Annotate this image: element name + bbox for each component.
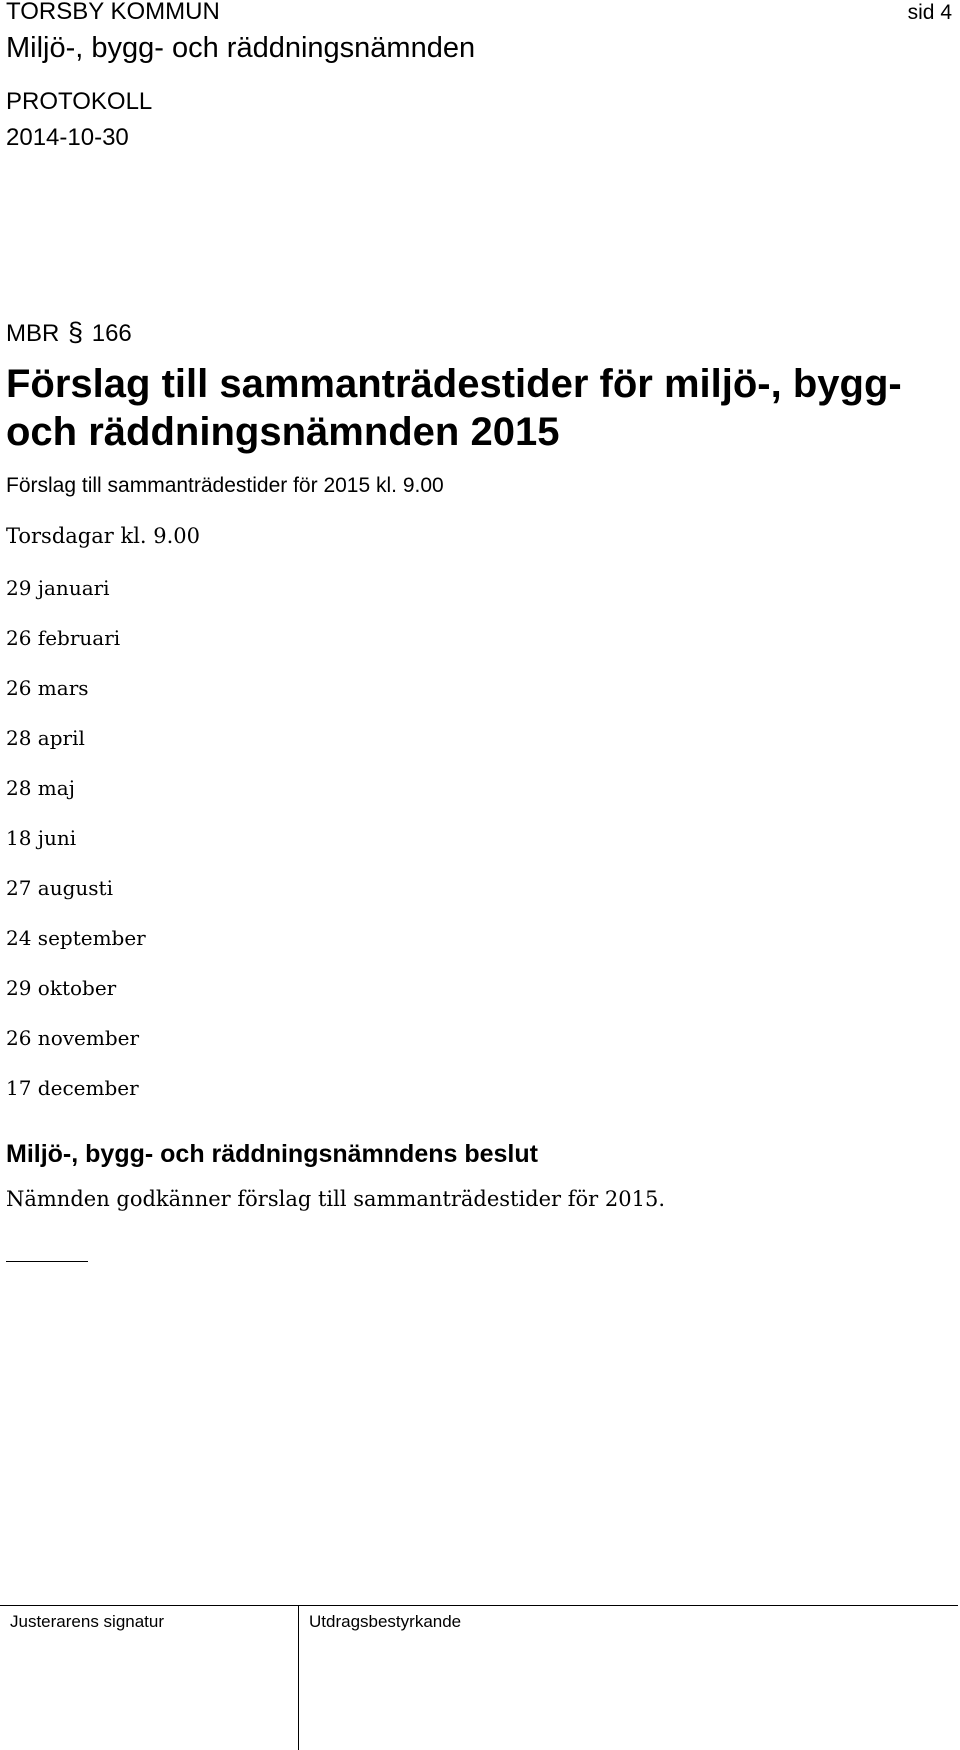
signature-cell-certification [299,1606,958,1750]
schedule-heading: Torsdagar kl. 9.00 [6,524,201,548]
list-item: 29 oktober [6,976,117,1000]
committee-name: Miljö-, bygg- och räddningsnämnden [6,32,476,64]
item-prefix: MBR [6,320,60,347]
section-symbol: § [68,317,84,347]
item-number: 166 [91,320,132,347]
list-item: 24 september [6,926,146,950]
meeting-dates-list [6,575,146,1125]
signature-cell-reviewer [0,1606,299,1750]
item-reference [6,317,132,348]
list-item: 26 november [6,1026,140,1050]
document-date: 2014-10-30 [6,124,129,151]
document-type: PROTOKOLL [6,88,153,115]
extract-certification-label: Utdragsbestyrkande [309,1612,462,1631]
reviewer-signature-label: Justerarens signatur [10,1612,165,1631]
separator-rule [6,1261,88,1262]
decision-text: Nämnden godkänner förslag till sammanträdestider för 2015. [6,1187,666,1211]
list-item: 29 januari [6,576,110,600]
list-item: 28 april [6,726,85,750]
list-item: 26 februari [6,626,121,650]
item-intro: Förslag till sammanträdestider för 2015 kl. 9.00 [6,474,444,497]
organization-name: TORSBY KOMMUN [6,0,220,25]
signature-box [0,1605,958,1750]
item-title: Förslag till sammanträdestider för miljö-, bygg- och räddningsnämnden 2015 [6,362,902,454]
decision-heading: Miljö-, bygg- och räddningsnämndens beslut [6,1140,538,1168]
page-number: sid 4 [907,1,952,24]
list-item: 18 juni [6,826,77,850]
list-item: 28 maj [6,776,75,800]
list-item: 17 december [6,1076,139,1100]
list-item: 27 augusti [6,876,113,900]
list-item: 26 mars [6,676,89,700]
